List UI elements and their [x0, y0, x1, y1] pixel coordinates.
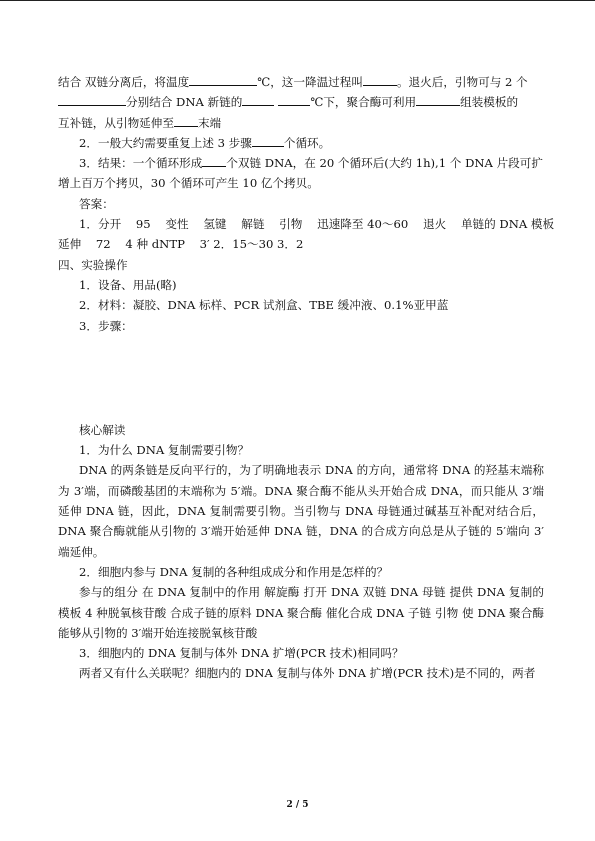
fill-blank [174, 114, 198, 127]
text-fragment: ℃，这一降温过程叫 [257, 75, 363, 89]
fill-blank [189, 73, 257, 86]
header-rule [0, 0, 595, 1]
text-fragment: 末端 [197, 115, 222, 130]
fill-blank [202, 154, 226, 167]
text-fragment: 2．一般大约需要重复上述 3 步骤 [79, 135, 252, 150]
fill-blank [252, 134, 284, 147]
core-question-1: 1．为什么 DNA 复制需要引物？ [79, 443, 250, 458]
question-3-line-1 [58, 153, 544, 173]
fill-blank [58, 93, 126, 106]
text-fragment: ℃下，聚合酶可利用 [310, 95, 417, 110]
fill-blank [242, 93, 274, 106]
fill-blank [416, 93, 460, 106]
section-4-item-3: 3．步骤： [79, 318, 133, 333]
page-number: 2 / 5 [286, 800, 309, 810]
blank-area [58, 336, 544, 420]
text-fragment: 3．结果：一个循环形成 [79, 156, 203, 171]
question-2 [58, 133, 544, 153]
fill-blank [363, 73, 397, 86]
section-4-item-1: 1．设备、用品(略) [79, 277, 177, 292]
section-4-item-2: 2．材料：凝胶、DNA 标样、PCR 试剂盒、TBE 缓冲液、0.1%亚甲蓝 [79, 298, 449, 313]
question-3-line-2: 增上百万个拷贝，30 个循环可产生 10 亿个拷贝。 [58, 176, 319, 191]
core-paragraph-3: 两者又有什么关联呢？细胞内的 DNA 复制与体外 DNA 扩增(PCR 技术)是不同的，两者 [79, 666, 536, 681]
text-fragment: 分别结合 DNA 新链的 [126, 95, 243, 110]
answer-label: 答案： [79, 196, 114, 211]
text-fragment: 。退火后，引物可与 2 个 [396, 75, 528, 89]
core-paragraph-2: 参与的组分 在 DNA 复制中的作用 解旋酶 打开 DNA 双链 DNA 母链 提供 DNA 复制的模板 4 种脱氧核苷酸 合成子链的原料 DNA 聚合酶 催化合成 DNA 子链 引物 使 DNA 聚合酶能够从引物的 3′端开始连接脱氧核苷酸 [58, 585, 544, 640]
core-question-2: 2．细胞内参与 DNA 复制的各种组成成分和作用是怎样的？ [79, 564, 389, 579]
answer-line-1: 1．分开 95 变性 氢键 解链 引物 迅速降至 40～60 退火 单链的 DNA 模板 [79, 217, 555, 232]
page-body [58, 72, 555, 684]
answer-line-2: 延伸 72 4 种 dNTP 3′ 2．15～30 3．2 [58, 237, 304, 252]
intro-line-3 [58, 113, 544, 133]
text-fragment: 个循环。 [283, 135, 331, 150]
intro-line-2 [58, 92, 544, 112]
fill-blank [278, 93, 310, 106]
intro-line-1 [58, 72, 544, 92]
text-fragment: 结合 双链分离后，将温度 [58, 75, 190, 89]
core-title: 核心解读 [79, 422, 126, 437]
core-paragraph-1: DNA 的两条链是反向平行的，为了明确地表示 DNA 的方向，通常将 DNA 的羟基末端称为 3′端，而磷酸基团的末端称为 5′端。DNA 聚合酶不能从头开始合成 DNA，而只能从 3′端延伸 DNA 链，因此，DNA 复制需要引物。当引物与 DNA 母链通过碱基互补配对结合后，DNA 聚合酶就能从引物的 3′端开始延伸 DNA 链，DNA 的合成方向总是从子链的 5′端向 3′端延伸。 [58, 463, 544, 559]
text-fragment: 个双链 DNA，在 20 个循环后(大约 1h),1 个 DNA 片段可扩 [226, 156, 543, 171]
text-fragment: 互补链，从引物延伸至 [58, 115, 174, 130]
text-fragment: 组装模板的 [460, 95, 519, 110]
section-4-title: 四、实验操作 [58, 257, 128, 272]
core-question-3: 3．细胞内的 DNA 复制与体外 DNA 扩增(PCR 技术)相同吗？ [79, 646, 404, 661]
